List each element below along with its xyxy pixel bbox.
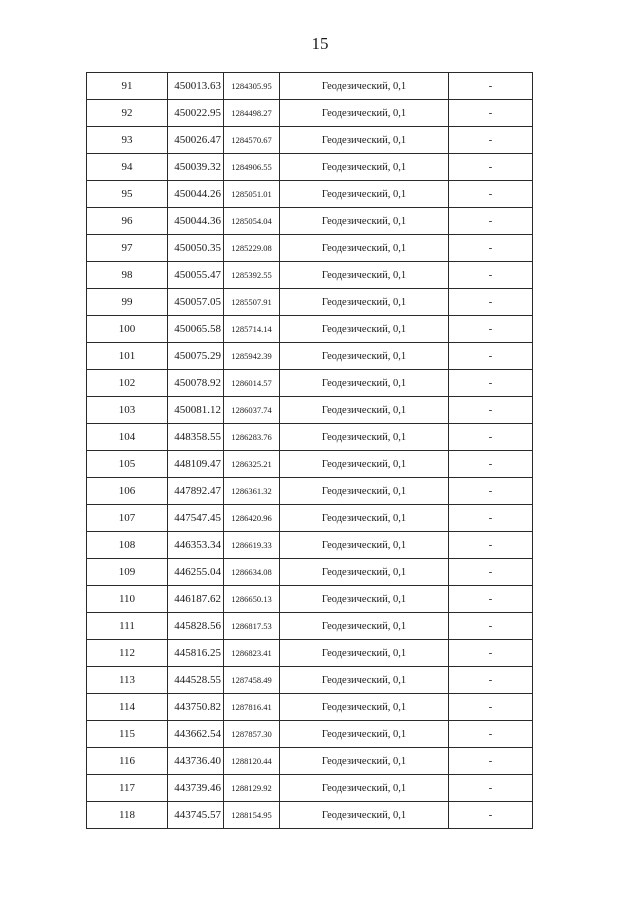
y-coordinate-cell: 1284906.55 <box>224 154 280 181</box>
y-coordinate-cell: 1285714.14 <box>224 316 280 343</box>
x-coordinate-cell: 450026.47 <box>168 127 224 154</box>
point-number-cell: 112 <box>87 640 168 667</box>
y-coordinate-cell: 1288120.44 <box>224 748 280 775</box>
value-cell: - <box>449 424 533 451</box>
table-row <box>87 748 533 775</box>
x-coordinate-cell: 450050.35 <box>168 235 224 262</box>
y-coordinate-cell: 1286817.53 <box>224 613 280 640</box>
table-row <box>87 154 533 181</box>
table-row <box>87 235 533 262</box>
y-coordinate-cell: 1287816.41 <box>224 694 280 721</box>
method-cell: Геодезический, 0,1 <box>280 640 449 667</box>
point-number-cell: 96 <box>87 208 168 235</box>
method-cell: Геодезический, 0,1 <box>280 73 449 100</box>
x-coordinate-cell: 447892.47 <box>168 478 224 505</box>
method-cell: Геодезический, 0,1 <box>280 397 449 424</box>
x-coordinate-cell: 450057.05 <box>168 289 224 316</box>
method-cell: Геодезический, 0,1 <box>280 748 449 775</box>
table-row <box>87 721 533 748</box>
y-coordinate-cell: 1288129.92 <box>224 775 280 802</box>
x-coordinate-cell: 450078.92 <box>168 370 224 397</box>
value-cell: - <box>449 505 533 532</box>
value-cell: - <box>449 748 533 775</box>
method-cell: Геодезический, 0,1 <box>280 100 449 127</box>
y-coordinate-cell: 1286325.21 <box>224 451 280 478</box>
y-coordinate-cell: 1286650.13 <box>224 586 280 613</box>
method-cell: Геодезический, 0,1 <box>280 127 449 154</box>
method-cell: Геодезический, 0,1 <box>280 208 449 235</box>
y-coordinate-cell: 1285507.91 <box>224 289 280 316</box>
y-coordinate-cell: 1284305.95 <box>224 73 280 100</box>
x-coordinate-cell: 450075.29 <box>168 343 224 370</box>
value-cell: - <box>449 667 533 694</box>
x-coordinate-cell: 443736.40 <box>168 748 224 775</box>
table-row <box>87 505 533 532</box>
table-row <box>87 289 533 316</box>
method-cell: Геодезический, 0,1 <box>280 370 449 397</box>
y-coordinate-cell: 1286014.57 <box>224 370 280 397</box>
value-cell: - <box>449 316 533 343</box>
x-coordinate-cell: 450055.47 <box>168 262 224 289</box>
y-coordinate-cell: 1286823.41 <box>224 640 280 667</box>
y-coordinate-cell: 1285942.39 <box>224 343 280 370</box>
value-cell: - <box>449 478 533 505</box>
table-row <box>87 559 533 586</box>
value-cell: - <box>449 208 533 235</box>
table-row <box>87 208 533 235</box>
value-cell: - <box>449 154 533 181</box>
x-coordinate-cell: 450044.26 <box>168 181 224 208</box>
value-cell: - <box>449 127 533 154</box>
x-coordinate-cell: 447547.45 <box>168 505 224 532</box>
x-coordinate-cell: 450044.36 <box>168 208 224 235</box>
point-number-cell: 117 <box>87 775 168 802</box>
point-number-cell: 98 <box>87 262 168 289</box>
y-coordinate-cell: 1285229.08 <box>224 235 280 262</box>
point-number-cell: 105 <box>87 451 168 478</box>
point-number-cell: 94 <box>87 154 168 181</box>
table-row <box>87 397 533 424</box>
point-number-cell: 102 <box>87 370 168 397</box>
value-cell: - <box>449 289 533 316</box>
x-coordinate-cell: 450022.95 <box>168 100 224 127</box>
table-row <box>87 613 533 640</box>
x-coordinate-cell: 446187.62 <box>168 586 224 613</box>
table-row <box>87 451 533 478</box>
x-coordinate-cell: 443662.54 <box>168 721 224 748</box>
table-row <box>87 802 533 829</box>
table-row <box>87 775 533 802</box>
method-cell: Геодезический, 0,1 <box>280 802 449 829</box>
point-number-cell: 93 <box>87 127 168 154</box>
method-cell: Геодезический, 0,1 <box>280 316 449 343</box>
x-coordinate-cell: 443750.82 <box>168 694 224 721</box>
page-number: 15 <box>311 34 329 53</box>
y-coordinate-cell: 1286634.08 <box>224 559 280 586</box>
y-coordinate-cell: 1285051.01 <box>224 181 280 208</box>
coordinates-table <box>86 72 533 829</box>
x-coordinate-cell: 448358.55 <box>168 424 224 451</box>
point-number-cell: 95 <box>87 181 168 208</box>
point-number-cell: 107 <box>87 505 168 532</box>
method-cell: Геодезический, 0,1 <box>280 451 449 478</box>
y-coordinate-cell: 1284570.67 <box>224 127 280 154</box>
table-row <box>87 100 533 127</box>
value-cell: - <box>449 775 533 802</box>
y-coordinate-cell: 1288154.95 <box>224 802 280 829</box>
x-coordinate-cell: 446353.34 <box>168 532 224 559</box>
method-cell: Геодезический, 0,1 <box>280 154 449 181</box>
x-coordinate-cell: 450081.12 <box>168 397 224 424</box>
y-coordinate-cell: 1286619.33 <box>224 532 280 559</box>
table-row <box>87 640 533 667</box>
y-coordinate-cell: 1287857.30 <box>224 721 280 748</box>
table-row <box>87 586 533 613</box>
x-coordinate-cell: 448109.47 <box>168 451 224 478</box>
method-cell: Геодезический, 0,1 <box>280 424 449 451</box>
method-cell: Геодезический, 0,1 <box>280 559 449 586</box>
y-coordinate-cell: 1284498.27 <box>224 100 280 127</box>
x-coordinate-cell: 445816.25 <box>168 640 224 667</box>
method-cell: Геодезический, 0,1 <box>280 667 449 694</box>
table-row <box>87 424 533 451</box>
method-cell: Геодезический, 0,1 <box>280 289 449 316</box>
table-row <box>87 316 533 343</box>
value-cell: - <box>449 262 533 289</box>
value-cell: - <box>449 397 533 424</box>
value-cell: - <box>449 343 533 370</box>
y-coordinate-cell: 1286037.74 <box>224 397 280 424</box>
value-cell: - <box>449 802 533 829</box>
value-cell: - <box>449 235 533 262</box>
x-coordinate-cell: 450013.63 <box>168 73 224 100</box>
table-row <box>87 343 533 370</box>
x-coordinate-cell: 450065.58 <box>168 316 224 343</box>
value-cell: - <box>449 370 533 397</box>
x-coordinate-cell: 446255.04 <box>168 559 224 586</box>
table-row <box>87 181 533 208</box>
table-row <box>87 127 533 154</box>
point-number-cell: 97 <box>87 235 168 262</box>
point-number-cell: 99 <box>87 289 168 316</box>
x-coordinate-cell: 443745.57 <box>168 802 224 829</box>
point-number-cell: 109 <box>87 559 168 586</box>
point-number-cell: 116 <box>87 748 168 775</box>
method-cell: Геодезический, 0,1 <box>280 262 449 289</box>
table-row <box>87 370 533 397</box>
point-number-cell: 101 <box>87 343 168 370</box>
y-coordinate-cell: 1286420.96 <box>224 505 280 532</box>
method-cell: Геодезический, 0,1 <box>280 775 449 802</box>
point-number-cell: 110 <box>87 586 168 613</box>
coordinates-table-body <box>87 73 533 829</box>
method-cell: Геодезический, 0,1 <box>280 505 449 532</box>
value-cell: - <box>449 586 533 613</box>
method-cell: Геодезический, 0,1 <box>280 478 449 505</box>
method-cell: Геодезический, 0,1 <box>280 343 449 370</box>
point-number-cell: 106 <box>87 478 168 505</box>
method-cell: Геодезический, 0,1 <box>280 694 449 721</box>
point-number-cell: 103 <box>87 397 168 424</box>
table-row <box>87 73 533 100</box>
x-coordinate-cell: 450039.32 <box>168 154 224 181</box>
value-cell: - <box>449 694 533 721</box>
table-row <box>87 694 533 721</box>
point-number-cell: 113 <box>87 667 168 694</box>
table-row <box>87 532 533 559</box>
table-row <box>87 262 533 289</box>
method-cell: Геодезический, 0,1 <box>280 586 449 613</box>
y-coordinate-cell: 1286361.32 <box>224 478 280 505</box>
point-number-cell: 115 <box>87 721 168 748</box>
point-number-cell: 92 <box>87 100 168 127</box>
value-cell: - <box>449 181 533 208</box>
table-row <box>87 667 533 694</box>
method-cell: Геодезический, 0,1 <box>280 721 449 748</box>
value-cell: - <box>449 640 533 667</box>
point-number-cell: 91 <box>87 73 168 100</box>
point-number-cell: 111 <box>87 613 168 640</box>
table-row <box>87 478 533 505</box>
method-cell: Геодезический, 0,1 <box>280 235 449 262</box>
y-coordinate-cell: 1285054.04 <box>224 208 280 235</box>
value-cell: - <box>449 100 533 127</box>
value-cell: - <box>449 73 533 100</box>
value-cell: - <box>449 559 533 586</box>
method-cell: Геодезический, 0,1 <box>280 181 449 208</box>
x-coordinate-cell: 444528.55 <box>168 667 224 694</box>
value-cell: - <box>449 613 533 640</box>
point-number-cell: 108 <box>87 532 168 559</box>
x-coordinate-cell: 443739.46 <box>168 775 224 802</box>
value-cell: - <box>449 532 533 559</box>
point-number-cell: 100 <box>87 316 168 343</box>
point-number-cell: 104 <box>87 424 168 451</box>
point-number-cell: 114 <box>87 694 168 721</box>
value-cell: - <box>449 451 533 478</box>
value-cell: - <box>449 721 533 748</box>
method-cell: Геодезический, 0,1 <box>280 613 449 640</box>
x-coordinate-cell: 445828.56 <box>168 613 224 640</box>
y-coordinate-cell: 1287458.49 <box>224 667 280 694</box>
method-cell: Геодезический, 0,1 <box>280 532 449 559</box>
y-coordinate-cell: 1286283.76 <box>224 424 280 451</box>
point-number-cell: 118 <box>87 802 168 829</box>
y-coordinate-cell: 1285392.55 <box>224 262 280 289</box>
